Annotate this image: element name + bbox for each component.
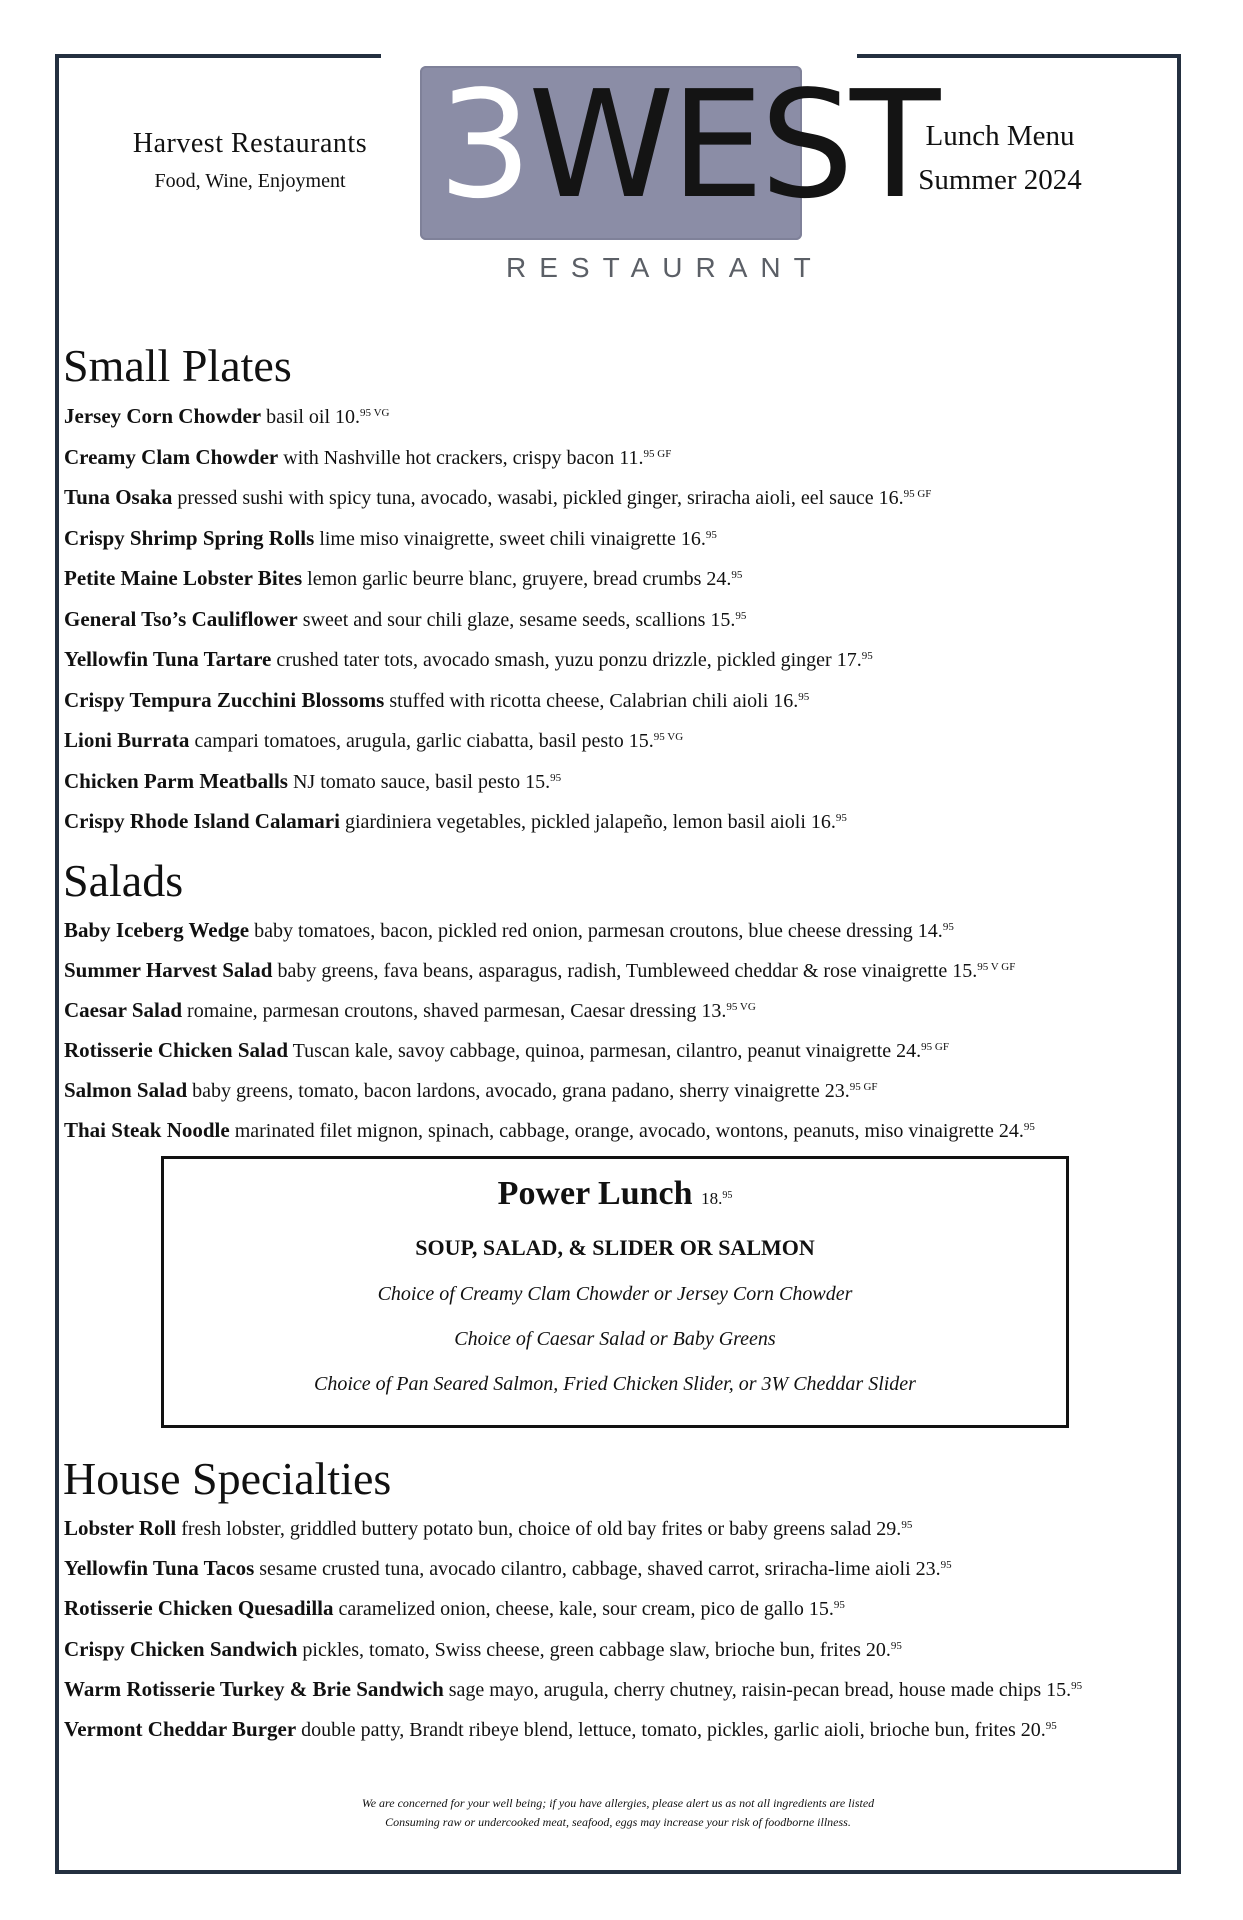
restaurant-logo <box>420 59 937 284</box>
border-top-left <box>55 54 381 58</box>
logo-mark-west: WEST <box>528 59 937 231</box>
menu-item-price-cents: 95 <box>731 569 743 581</box>
menu-item <box>64 1598 845 1619</box>
menu-item-price-cents: 95 <box>861 650 873 662</box>
menu-item-description: caramelized onion, cheese, kale, sour cream, pico de gallo 15. <box>333 1598 834 1621</box>
power-lunch-title: Power Lunch <box>497 1175 693 1212</box>
menu-item-name: Rotisserie Chicken Quesadilla <box>64 1596 334 1621</box>
menu-item-name: General Tso’s Cauliflower <box>64 606 298 631</box>
border-bottom <box>55 1870 1181 1874</box>
menu-name: Lunch Menu <box>925 120 1075 152</box>
menu-item-price-cents: 95 <box>1045 1720 1057 1732</box>
header-left <box>60 128 440 193</box>
border-right <box>1177 54 1181 1874</box>
menu-item-description: baby tomatoes, bacon, pickled red onion, parmesan croutons, blue cheese dressing 14. <box>249 920 943 942</box>
menu-item-name: Baby Iceberg Wedge <box>64 918 250 942</box>
menu-item-description: basil oil 10. <box>261 406 361 428</box>
power-lunch-choice-salad: Choice of Caesar Salad or Baby Greens <box>454 1328 776 1350</box>
menu-item-name: Thai Steak Noodle <box>64 1118 230 1142</box>
menu-item-description: giardiniera vegetables, pickled jalapeño, lemon basil aioli 16. <box>339 811 836 833</box>
menu-item-name: Warm Rotisserie Turkey & Brie Sandwich <box>64 1676 444 1701</box>
menu-season: Summer 2024 <box>918 164 1082 196</box>
menu-item-description: lemon garlic beurre blanc, gruyere, bread crumbs 24. <box>302 568 732 590</box>
menu-item-description: crushed tater tots, avocado smash, yuzu ponzu drizzle, pickled ginger 17. <box>271 649 862 671</box>
power-lunch-choice-main: Choice of Pan Seared Salmon, Fried Chicken Slider, or 3W Cheddar Slider <box>314 1373 916 1395</box>
menu-item-description: double patty, Brandt ribeye blend, lettuce, tomato, pickles, garlic aioli, brioche bun, frites 20. <box>296 1719 1046 1741</box>
menu-item-price-cents: 95 <box>849 1081 861 1093</box>
menu-item-price-cents: 95 <box>550 771 562 784</box>
menu-item-name: Crispy Shrimp Spring Rolls <box>64 525 315 550</box>
menu-item <box>64 444 672 469</box>
menu-item-name: Tuna Osaka <box>64 485 173 509</box>
menu-item-diet-tag: VG <box>737 1001 756 1013</box>
menu-item <box>64 568 742 589</box>
menu-item <box>64 1636 902 1661</box>
menu-item-price-cents: 95 <box>921 1041 933 1053</box>
menu-item-price-cents: 95 <box>705 528 717 541</box>
menu-item-diet-tag: GF <box>860 1081 878 1093</box>
menu-item-price-cents: 95 <box>726 1001 738 1013</box>
menu-item-name: Vermont Cheddar Burger <box>64 1717 297 1741</box>
menu-item-description: fresh lobster, griddled buttery potato bun, choice of old bay frites or baby greens salad 29. <box>176 1518 902 1540</box>
menu-item-description: Tuscan kale, savoy cabbage, quinoa, parmesan, cilantro, peanut vinaigrette 24. <box>288 1040 922 1062</box>
menu-item-name: Salmon Salad <box>64 1078 188 1102</box>
logo-mark <box>438 60 936 230</box>
menu-item-name: Yellowfin Tuna Tartare <box>64 647 272 671</box>
header-right <box>870 114 1130 202</box>
menu-item-name: Summer Harvest Salad <box>64 958 273 982</box>
menu-item <box>64 1120 1035 1141</box>
power-lunch-choice-soup: Choice of Creamy Clam Chowder or Jersey Corn Chowder <box>377 1283 853 1305</box>
power-lunch-subtitle: SOUP, SALAD, & SLIDER OR SALMON <box>415 1235 815 1260</box>
menu-item-name: Rotisserie Chicken Salad <box>64 1038 289 1062</box>
menu-item <box>64 1000 756 1021</box>
menu-item <box>64 1040 949 1061</box>
menu-item-description: sesame crusted tuna, avocado cilantro, cabbage, shaved carrot, sriracha-lime aioli 23. <box>254 1558 941 1581</box>
allergy-notice-line2: Consuming raw or undercooked meat, seafood, eggs may increase your risk of foodborne illness. <box>385 1815 851 1829</box>
menu-item-price-cents: 95 <box>942 921 954 933</box>
menu-item-description: sage mayo, arugula, cherry chutney, raisin-pecan bread, house made chips 15. <box>443 1678 1072 1701</box>
menu-item-diet-tag: GF <box>654 447 672 460</box>
menu-item-price-cents: 95 <box>653 731 665 743</box>
menu-item-price-cents: 95 <box>643 447 655 460</box>
menu-item-name: Chicken Parm Meatballs <box>64 768 288 793</box>
menu-item-description: campari tomatoes, arugula, garlic ciabatta, basil pesto 15. <box>189 730 654 752</box>
menu-item-diet-tag: V GF <box>988 961 1016 973</box>
menu-item-diet-tag: GF <box>914 488 932 500</box>
menu-item <box>64 811 847 832</box>
menu-item <box>64 687 810 712</box>
menu-item-description: with Nashville hot crackers, crispy bacon 11. <box>278 446 644 469</box>
menu-item-description: romaine, parmesan croutons, shaved parmesan, Caesar dressing 13. <box>182 1000 727 1022</box>
menu-item-diet-tag: GF <box>932 1041 949 1053</box>
menu-item-price-cents: 95 <box>798 690 810 703</box>
allergy-notice-line1: We are concerned for your well being; if you have allergies, please alert us as not all ingredients are listed <box>361 1796 875 1810</box>
menu-item-price-cents: 95 <box>940 1559 952 1572</box>
menu-item-price-cents: 95 <box>1023 1121 1035 1133</box>
menu-item <box>64 960 1015 981</box>
allergy-notice <box>60 1794 1176 1832</box>
menu-item <box>64 649 873 670</box>
logo-plate <box>420 59 937 240</box>
menu-item-price-cents: 95 <box>977 961 989 973</box>
menu-item-diet-tag: VG <box>664 731 684 743</box>
logo-mark-3: 3 <box>438 59 529 231</box>
power-lunch-box <box>161 1156 1069 1428</box>
menu-item-description: baby greens, tomato, bacon lardons, avocado, grana padano, sherry vinaigrette 23. <box>187 1080 850 1102</box>
menu-item-description: marinated filet mignon, spinach, cabbage, orange, avocado, wontons, peanuts, miso vinaigrette 24. <box>229 1120 1024 1142</box>
menu-item-name: Caesar Salad <box>64 998 183 1022</box>
menu-item-description: lime miso vinaigrette, sweet chili vinaigrette 16. <box>314 527 706 550</box>
menu-item-name: Creamy Clam Chowder <box>64 444 279 469</box>
menu-item-price-cents: 95 <box>735 609 747 622</box>
menu-item <box>64 406 389 427</box>
section-title-house-specialties: House Specialties <box>63 1453 392 1504</box>
menu-item <box>64 920 954 941</box>
section-title-salads: Salads <box>63 855 184 906</box>
menu-item <box>64 730 683 751</box>
menu-item-name: Yellowfin Tuna Tacos <box>64 1556 255 1581</box>
menu-item-name: Lioni Burrata <box>64 728 190 752</box>
menu-item-name: Lobster Roll <box>64 1516 177 1540</box>
power-lunch-price-cents: 95 <box>722 1190 733 1201</box>
menu-item <box>64 487 931 508</box>
menu-item-name: Crispy Tempura Zucchini Blossoms <box>64 687 385 712</box>
menu-item-description: pickles, tomato, Swiss cheese, green cabbage slaw, brioche bun, frites 20. <box>297 1638 891 1661</box>
menu-item-name: Crispy Chicken Sandwich <box>64 1636 298 1661</box>
menu-item-name: Jersey Corn Chowder <box>64 404 262 428</box>
menu-item <box>64 525 717 550</box>
menu-item-price-cents: 95 <box>890 1639 902 1652</box>
restaurant-group-name: Harvest Restaurants <box>132 128 368 159</box>
menu-item-description: sweet and sour chili glaze, sesame seeds, scallions 15. <box>297 608 736 631</box>
border-top-right <box>857 54 1181 58</box>
menu-item-description: pressed sushi with spicy tuna, avocado, wasabi, pickled ginger, sriracha aioli, eel sauce 16. <box>172 487 904 509</box>
power-lunch-price <box>701 1189 732 1208</box>
border-left <box>55 54 59 1874</box>
power-lunch-price-dollars: 18. <box>701 1189 723 1208</box>
power-lunch-title-line <box>164 1175 1066 1213</box>
menu-item-price-cents: 95 <box>903 488 915 500</box>
menu-item <box>64 1080 878 1101</box>
menu-item-description: baby greens, fava beans, asparagus, radish, Tumbleweed cheddar & rose vinaigrette 15. <box>272 960 978 982</box>
menu-item-price-cents: 95 <box>360 407 372 419</box>
menu-item <box>64 1719 1057 1740</box>
menu-item-name: Crispy Rhode Island Calamari <box>64 809 340 833</box>
menu-item <box>64 606 747 631</box>
menu-item-price-cents: 95 <box>833 1599 845 1612</box>
menu-item-description: NJ tomato sauce, basil pesto 15. <box>287 770 551 793</box>
section-title-small-plates: Small Plates <box>63 340 292 391</box>
menu-item-description: stuffed with ricotta cheese, Calabrian chili aioli 16. <box>384 689 799 712</box>
menu-item <box>64 1676 1083 1701</box>
menu-item-diet-tag: VG <box>371 407 390 419</box>
menu-item-price-cents: 95 <box>1071 1679 1083 1692</box>
menu-item-price-cents: 95 <box>835 812 847 824</box>
menu-item <box>64 1558 952 1579</box>
menu-item-price-cents: 95 <box>901 1519 913 1531</box>
logo-subtitle: RESTAURANT <box>506 252 824 283</box>
menu-item-name: Petite Maine Lobster Bites <box>64 566 303 590</box>
menu-item <box>64 1518 912 1539</box>
menu-item <box>64 768 562 793</box>
restaurant-tagline: Food, Wine, Enjoyment <box>154 170 346 192</box>
